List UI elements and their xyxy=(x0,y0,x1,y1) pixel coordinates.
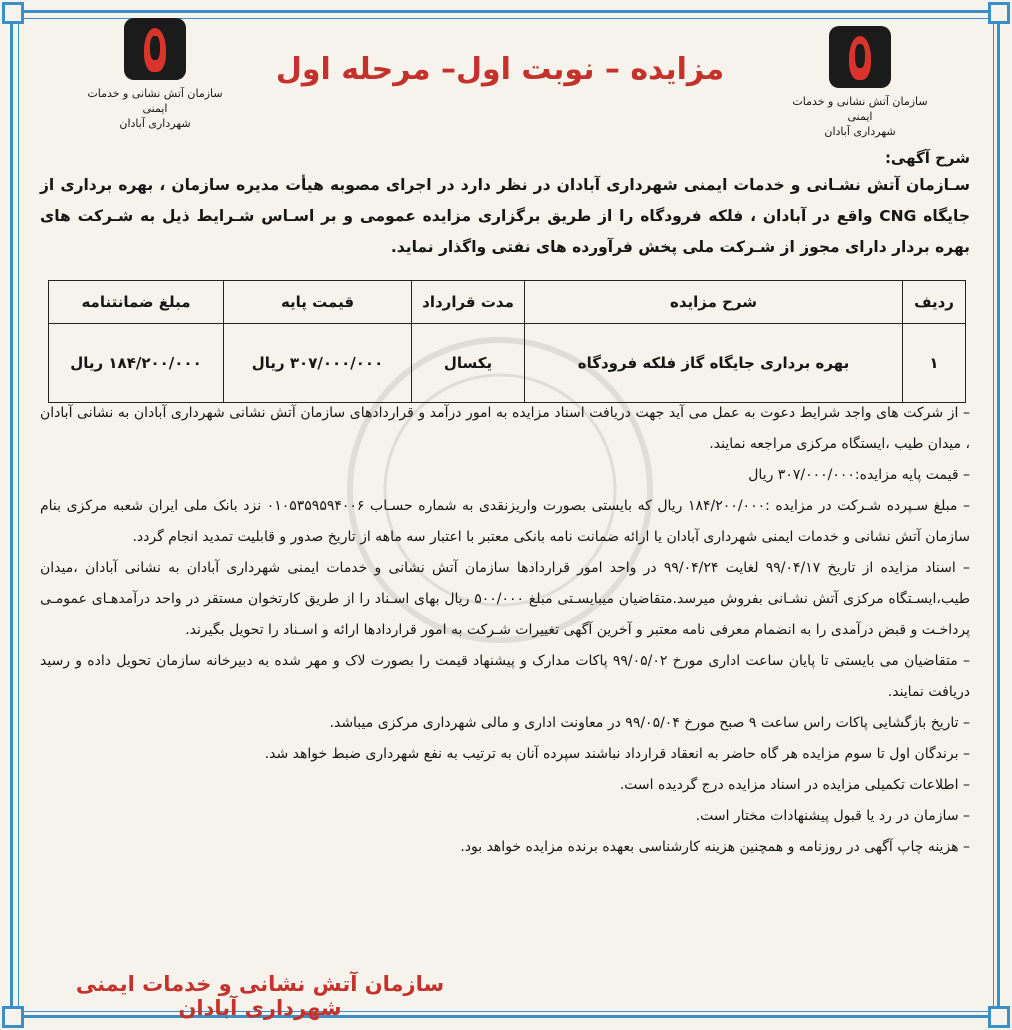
column-header: مدت قرارداد xyxy=(412,281,525,324)
logo-right-line2: شهرداری آبادان xyxy=(824,125,896,138)
condition-item: – اطلاعات تکمیلی مزایده در اسناد مزایده درج گردیده است. xyxy=(619,777,970,793)
condition-item: – از شرکت های واجد شرایط دعوت به عمل می آید جهت دریافت اسناد مزایده به امور درآمد و قراردادهای سازمان آتش نشانی شهرداری آبادان به نشانی آبادان ، میدان طیب ،ایستگاه مرکزی مراجعه نمایند. xyxy=(40,405,970,452)
condition-item: – اسناد مزایده از تاریخ ۹۹/۰۴/۱۷ لغایت ۹۹/۰۴/۲۴ در واحد امور قراردادها سازمان آتش نشانی و خدمات ایمنی شهرداری آبادان به نشانی آبادان ،میدان طیب،ایسـتگاه مرکزی آتش نشـانی بفروش میرسد.متقاضیان میبایسـتی مبلغ ۵۰۰/۰۰۰ ریال بهای اسـناد را از طریق کارتخوان مستقر در واحد درآمدهـای عمومـی پرداخـت و قبض درآمدی را به انضمام معرفی نامه معتبر و آخرین آگهی تغییرات شـرکت به امور قراردادها ارائه و اسـناد را تحویل بگیرند. xyxy=(40,560,971,638)
condition-item: – هزینه چاپ آگهی در روزنامه و همچنین هزینه کارشناسی بعهده برنده مزایده خواهد بود. xyxy=(460,839,970,855)
logo-right xyxy=(780,26,940,139)
condition-item: – برندگان اول تا سوم مزایده هر گاه حاضر به انعقاد قرارداد نباشند سپرده آنان به ترتیب به نفع شهرداری ضبط خواهد شد. xyxy=(264,746,970,762)
logo-left-line1: سازمان آتش نشانی و خدمات ایمنی xyxy=(87,87,223,115)
footer-signature: سازمان آتش نشانی و خدمات ایمنی شهرداری آبادان xyxy=(75,972,445,1020)
page-title: مزایده – نوبت اول– مرحله اول xyxy=(275,52,725,87)
logo-left-line2: شهرداری آبادان xyxy=(119,117,191,130)
column-header: ردیف xyxy=(903,281,966,324)
watermark-stamp-icon xyxy=(320,330,680,650)
border-corner-ornament xyxy=(2,2,24,24)
border-corner-ornament xyxy=(988,2,1010,24)
condition-item: – مبلغ سـپرده شـرکت در مزایده :۱۸۴/۲۰۰/۰۰۰ ریال که بایستی بصورت واریزنقدی به شماره حسـاب ۰۱۰۵۳۵۹۵۹۴۰۰۶ نزد بانک ملی ایران شعبه مرکزی بنام سازمان آتش نشانی و خدمات ایمنی شهرداری آبادان یا ارائه ضمانت نامه بانکی معتبر با اعتبار سه ماهه از تاریخ صدور و قابلیت تمدید انجام گردد. xyxy=(40,498,970,545)
description-text: سـازمان آتش نشـانی و خدمات ایمنی شهرداری آبادان در نظر دارد در اجرای مصوبه هیأت مدیره سازمان ، بهره برداری از جایگاه CNG واقع در آبادان ، فلکه فرودگاه را از طریق برگزاری مزایده عمومی و بر اسـاس شـرایط ذیل به شـرکت های بهره بردار دارای مجوز از شـرکت ملی پخش فرآورده های نفتی واگذار نماید. xyxy=(40,176,970,256)
column-header: شرح مزایده xyxy=(525,281,903,324)
table-cell: بهره برداری جایگاه گاز فلکه فرودگاه xyxy=(525,324,903,403)
column-header: مبلغ ضمانتنامه xyxy=(49,281,224,324)
border-corner-ornament xyxy=(2,1006,24,1028)
logo-left xyxy=(75,18,235,131)
column-header: قیمت پایه xyxy=(224,281,412,324)
table-header-row xyxy=(49,281,966,324)
border-corner-ornament xyxy=(988,1006,1010,1028)
description-heading: شرح آگهی: xyxy=(884,149,970,167)
table-cell: ۱ xyxy=(903,324,966,403)
table-cell: ۳۰۷/۰۰۰/۰۰۰ ریال xyxy=(224,324,412,403)
condition-item: – متقاضیان می بایستی تا پایان ساعت اداری مورخ ۹۹/۰۵/۰۲ پاکات مدارک و پیشنهاد قیمت را بصورت لاک و مهر شده به دبیرخانه سازمان تحویل داده و رسید دریافت نمایند. xyxy=(40,653,970,700)
condition-item: – قیمت پایه مزایده:۳۰۷/۰۰۰/۰۰۰ ریال xyxy=(748,467,970,483)
condition-item: – سازمان در رد یا قبول پیشنهادات مختار است. xyxy=(695,808,970,824)
logo-right-line1: سازمان آتش نشانی و خدمات ایمنی xyxy=(792,95,928,123)
fire-department-logo-icon xyxy=(124,18,186,80)
table-cell: یکسال xyxy=(412,324,525,403)
condition-item: – تاریخ بازگشایی پاکات راس ساعت ۹ صبح مورخ ۹۹/۰۵/۰۴ در معاونت اداری و مالی شهرداری مرکزی میباشد. xyxy=(329,715,970,731)
fire-department-logo-icon xyxy=(829,26,891,88)
table-cell: ۱۸۴/۲۰۰/۰۰۰ ریال xyxy=(49,324,224,403)
